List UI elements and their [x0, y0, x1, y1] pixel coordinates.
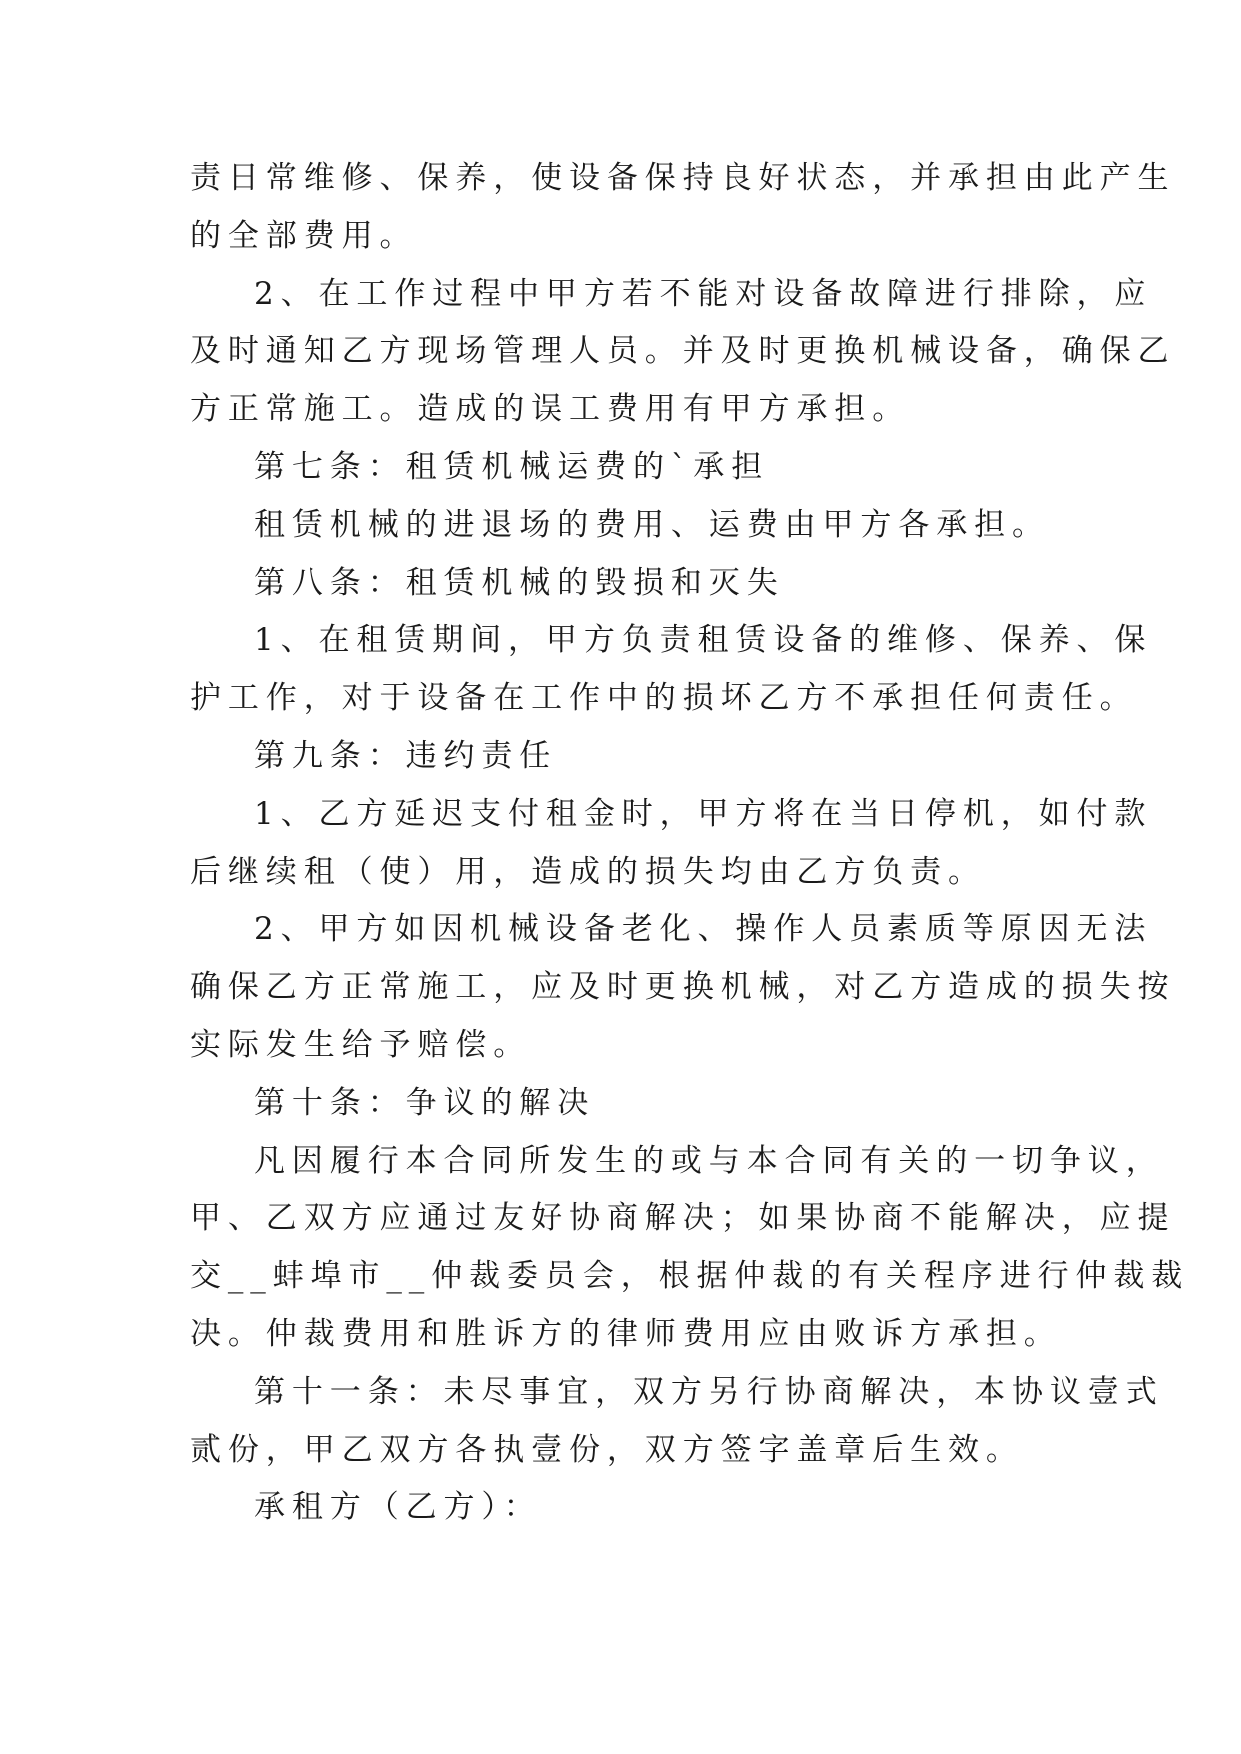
article-heading-10: 第十条：争议的解决	[254, 1084, 596, 1121]
paragraph-start-line: 租赁机械的进退场的费用、运费由甲方各承担。	[254, 506, 1050, 543]
text-line: 及时通知乙方现场管理人员。并及时更换机械设备，确保乙	[190, 333, 1176, 370]
text-line: 交__蚌埠市__仲裁委员会，根据仲裁的有关程序进行仲裁裁	[190, 1258, 1190, 1295]
article-heading-9: 第九条：违约责任	[254, 737, 558, 774]
paragraph-start-line: 1、乙方延迟支付租金时，甲方将在当日停机，如付款	[254, 795, 1153, 832]
text-line: 确保乙方正常施工，应及时更换机械，对乙方造成的损失按	[190, 969, 1176, 1006]
text-line: 贰份，甲乙双方各执壹份，双方签字盖章后生效。	[190, 1431, 1024, 1468]
text-line: 责日常维修、保养，使设备保持良好状态，并承担由此产生	[190, 160, 1176, 196]
text-line: 的全部费用。	[190, 217, 418, 254]
lessee-signature-label: 承租方（乙方）：	[254, 1489, 542, 1526]
paragraph-start-line: 1、在租赁期间，甲方负责租赁设备的维修、保养、保	[254, 622, 1153, 659]
text-line: 实际发生给予赔偿。	[190, 1026, 532, 1063]
article-heading-11: 第十一条：未尽事宜，双方另行协商解决，本协议壹式	[254, 1373, 1164, 1410]
text-line: 甲、乙双方应通过友好协商解决；如果协商不能解决，应提	[190, 1200, 1176, 1237]
text-line: 决。仲裁费用和胜诉方的律师费用应由败诉方承担。	[190, 1315, 1062, 1352]
paragraph-start-line: 2、在工作过程中甲方若不能对设备故障进行排除，应	[254, 275, 1153, 312]
text-line: 后继续租（使）用，造成的损失均由乙方负责。	[190, 853, 986, 890]
paragraph-start-line: 凡因履行本合同所发生的或与本合同有关的一切争议，	[254, 1142, 1164, 1179]
article-heading-8: 第八条：租赁机械的毁损和灭失	[254, 564, 785, 601]
document-page	[190, 150, 1190, 1537]
text-line: 方正常施工。造成的误工费用有甲方承担。	[190, 391, 911, 428]
article-heading-7: 第七条：租赁机械运费的`承担	[254, 448, 770, 485]
paragraph-start-line: 2、甲方如因机械设备老化、操作人员素质等原因无法	[254, 911, 1153, 948]
text-line: 护工作，对于设备在工作中的损坏乙方不承担任何责任。	[190, 680, 1138, 717]
